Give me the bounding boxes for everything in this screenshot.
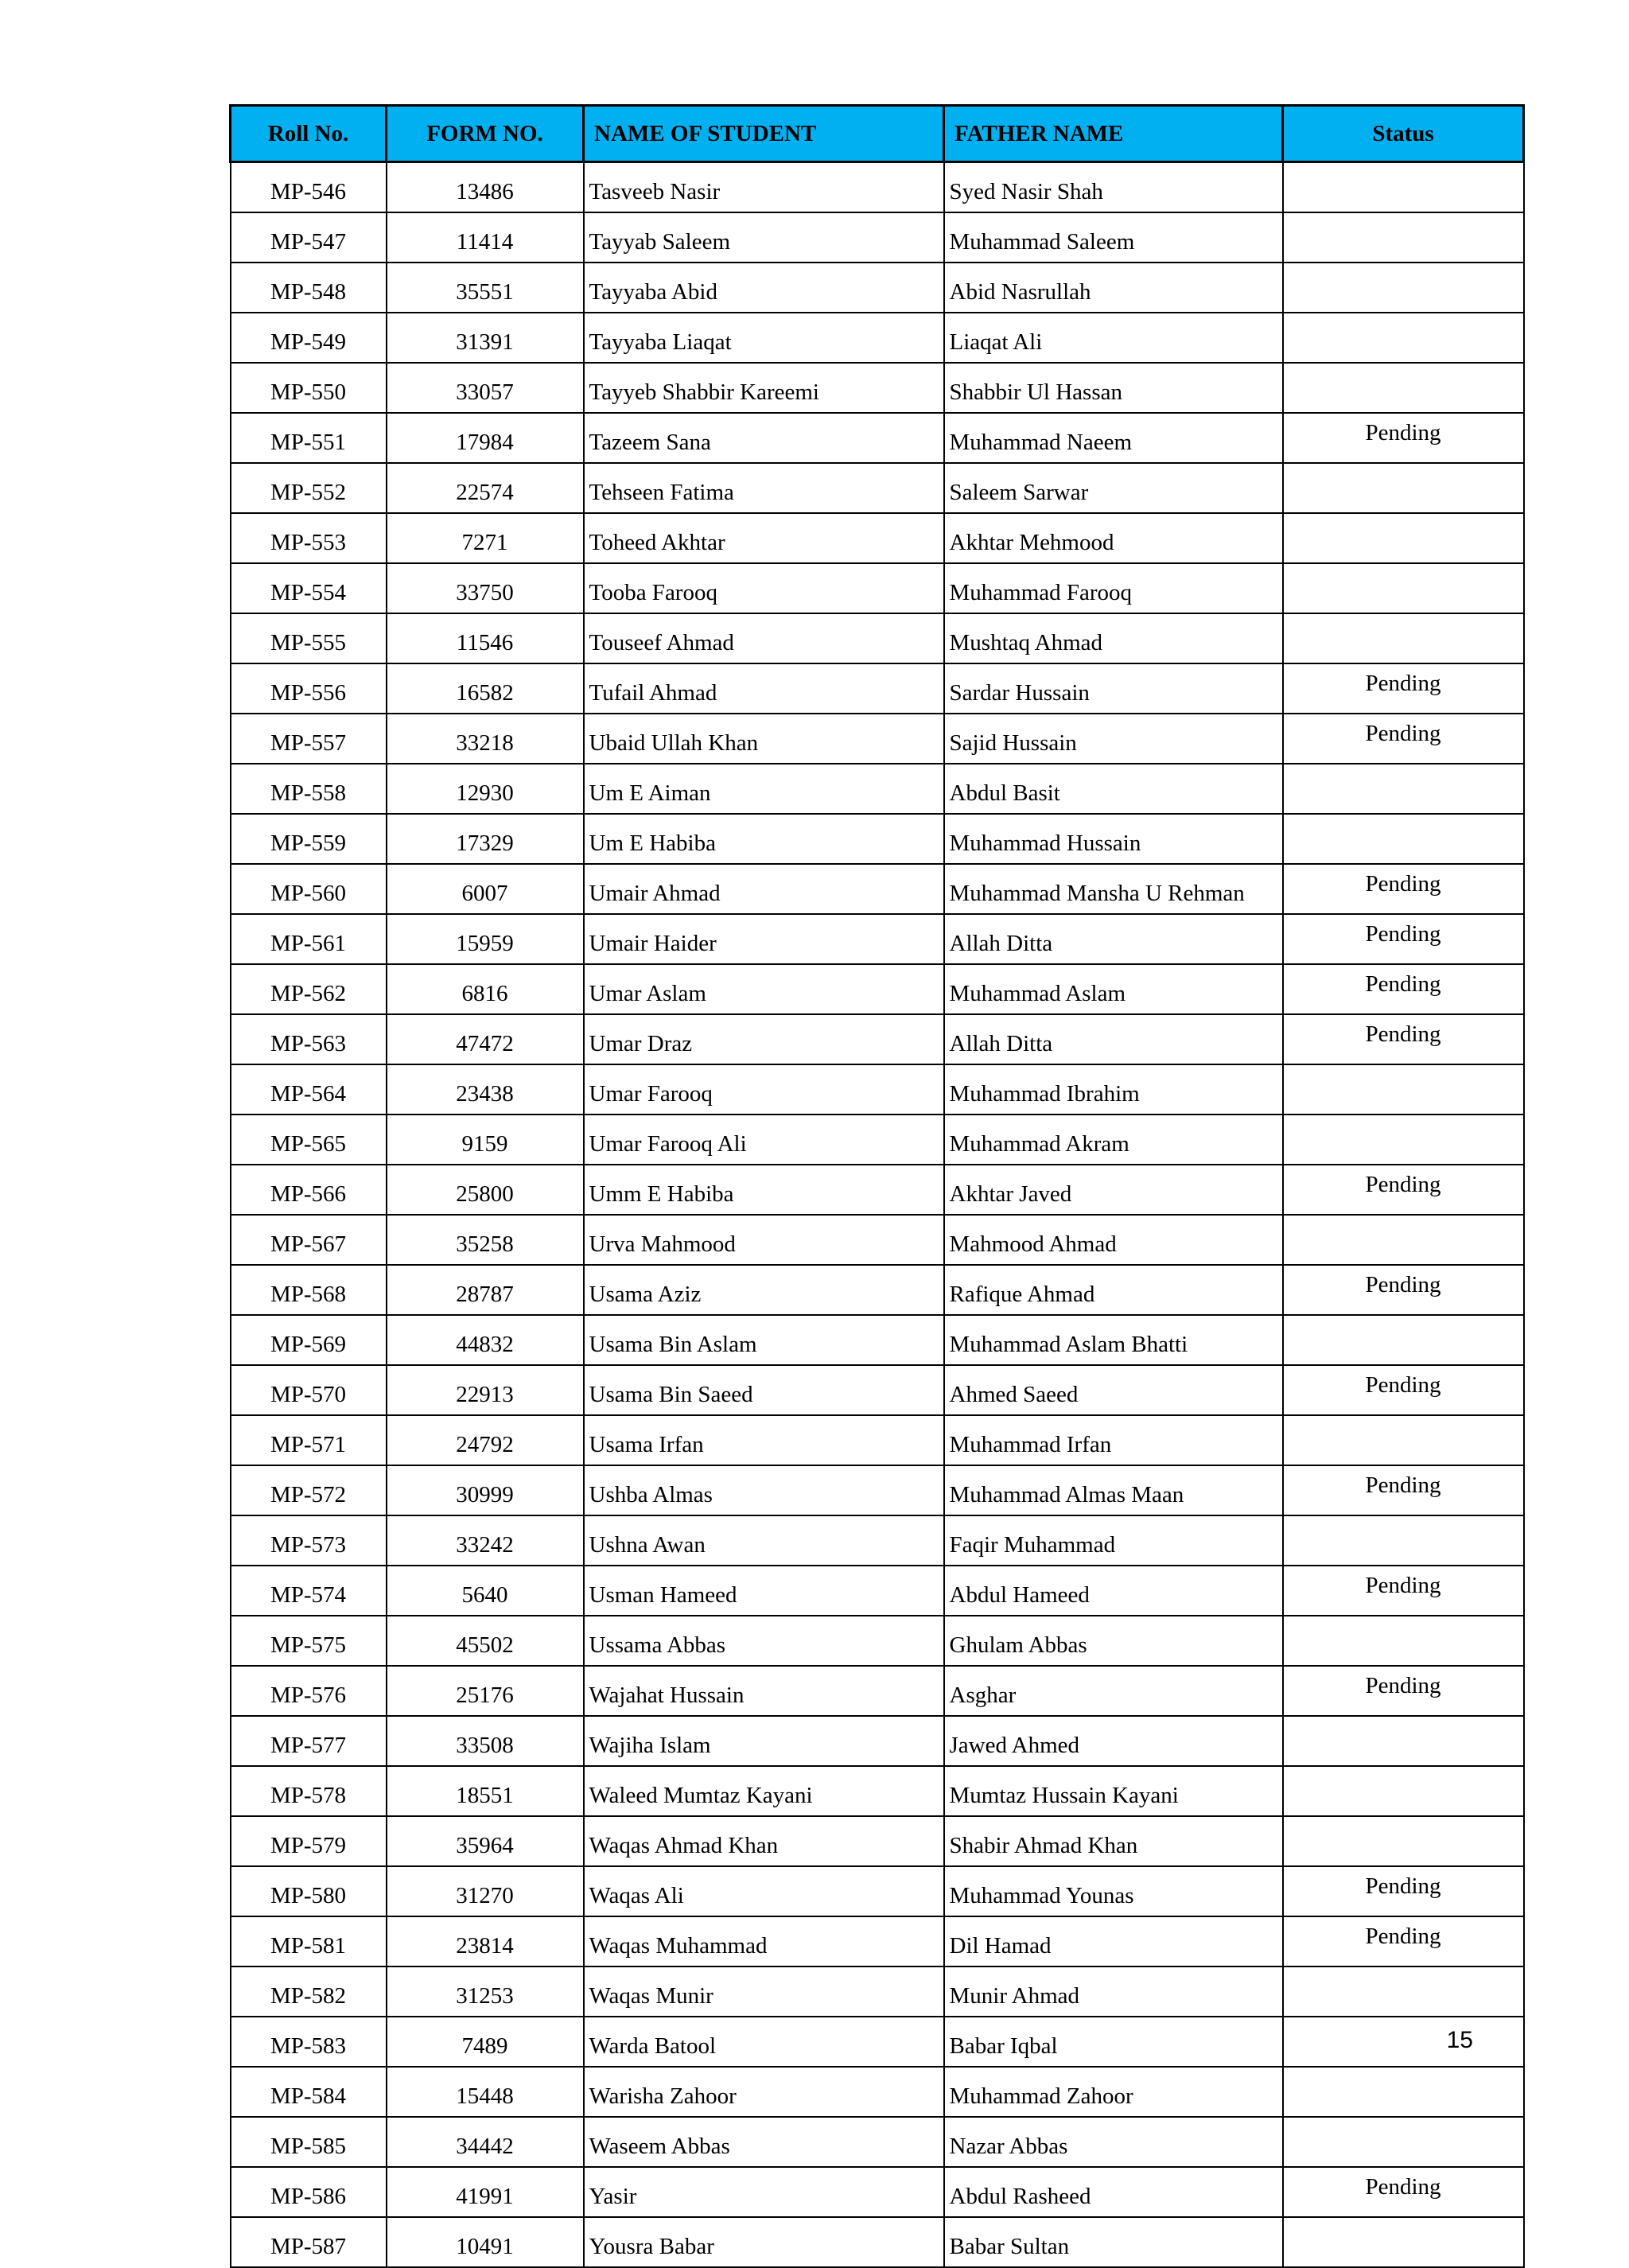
cell-father-name: Akhtar Mehmood [944, 513, 1283, 563]
cell-father-name: Asghar [944, 1666, 1283, 1716]
cell-roll-no: MP-568 [231, 1265, 387, 1315]
cell-father-name: Liaqat Ali [944, 313, 1283, 363]
cell-roll-no: MP-566 [231, 1165, 387, 1215]
cell-status: Pending [1283, 714, 1524, 764]
cell-form-no: 6007 [387, 864, 584, 914]
cell-form-no: 33750 [387, 563, 584, 613]
table-row [231, 413, 1524, 463]
cell-student-name: Umar Farooq Ali [584, 1115, 944, 1165]
table-row [231, 1215, 1524, 1265]
cell-form-no: 33242 [387, 1515, 584, 1566]
cell-father-name: Shabir Ahmad Khan [944, 1816, 1283, 1866]
cell-roll-no: MP-549 [231, 313, 387, 363]
cell-father-name: Shabbir Ul Hassan [944, 363, 1283, 413]
cell-father-name: Muhammad Aslam Bhatti [944, 1315, 1283, 1365]
cell-student-name: Waqas Muhammad [584, 1916, 944, 1967]
cell-student-name: Waqas Munir [584, 1967, 944, 2017]
table-row [231, 1165, 1524, 1215]
cell-father-name: Allah Ditta [944, 914, 1283, 964]
page-number: 15 [1446, 2027, 1473, 2053]
header-father-name: FATHER NAME [944, 106, 1283, 162]
cell-student-name: Ushna Awan [584, 1515, 944, 1566]
cell-student-name: Touseef Ahmad [584, 613, 944, 663]
cell-father-name: Ghulam Abbas [944, 1616, 1283, 1666]
cell-form-no: 28787 [387, 1265, 584, 1315]
cell-father-name: Faqir Muhammad [944, 1515, 1283, 1566]
cell-roll-no: MP-582 [231, 1967, 387, 2017]
table-row [231, 964, 1524, 1014]
cell-status: Pending [1283, 413, 1524, 463]
cell-student-name: Ushba Almas [584, 1465, 944, 1515]
table-row [231, 1515, 1524, 1566]
cell-roll-no: MP-583 [231, 2017, 387, 2067]
cell-student-name: Usman Hameed [584, 1566, 944, 1616]
cell-status: Pending [1283, 964, 1524, 1014]
cell-status: Pending [1283, 1265, 1524, 1315]
cell-form-no: 17329 [387, 814, 584, 864]
cell-form-no: 31253 [387, 1967, 584, 2017]
cell-father-name: Mushtaq Ahmad [944, 613, 1283, 663]
cell-form-no: 15448 [387, 2067, 584, 2117]
table-row [231, 513, 1524, 563]
cell-roll-no: MP-572 [231, 1465, 387, 1515]
cell-student-name: Umm E Habiba [584, 1165, 944, 1215]
cell-status [1283, 162, 1524, 213]
table-row [231, 1666, 1524, 1716]
table-row [231, 1064, 1524, 1115]
cell-student-name: Usama Irfan [584, 1415, 944, 1465]
cell-student-name: Tehseen Fatima [584, 463, 944, 513]
cell-student-name: Waleed Mumtaz Kayani [584, 1766, 944, 1816]
table-row [231, 663, 1524, 714]
cell-student-name: Umair Haider [584, 914, 944, 964]
cell-student-name: Ussama Abbas [584, 1616, 944, 1666]
cell-roll-no: MP-574 [231, 1566, 387, 1616]
cell-roll-no: MP-575 [231, 1616, 387, 1666]
cell-father-name: Ahmed Saeed [944, 1365, 1283, 1415]
cell-status: Pending [1283, 1566, 1524, 1616]
table-row [231, 1566, 1524, 1616]
table-header [231, 106, 1524, 162]
cell-form-no: 30999 [387, 1465, 584, 1515]
cell-form-no: 22574 [387, 463, 584, 513]
cell-status [1283, 513, 1524, 563]
cell-status: Pending [1283, 864, 1524, 914]
cell-roll-no: MP-563 [231, 1014, 387, 1064]
table-row [231, 1766, 1524, 1816]
cell-student-name: Umair Ahmad [584, 864, 944, 914]
table-row [231, 2017, 1524, 2067]
cell-father-name: Muhammad Zahoor [944, 2067, 1283, 2117]
cell-roll-no: MP-552 [231, 463, 387, 513]
cell-status [1283, 1716, 1524, 1766]
cell-status: Pending [1283, 2167, 1524, 2217]
table-row [231, 1866, 1524, 1916]
cell-father-name: Abdul Hameed [944, 1566, 1283, 1616]
table-row [231, 714, 1524, 764]
table-row [231, 1265, 1524, 1315]
cell-student-name: Warisha Zahoor [584, 2067, 944, 2117]
cell-status [1283, 1515, 1524, 1566]
cell-roll-no: MP-546 [231, 162, 387, 213]
table-row [231, 2117, 1524, 2167]
cell-form-no: 11546 [387, 613, 584, 663]
cell-father-name: Akhtar Javed [944, 1165, 1283, 1215]
cell-form-no: 23814 [387, 1916, 584, 1967]
cell-form-no: 31270 [387, 1866, 584, 1916]
cell-student-name: Um E Aiman [584, 764, 944, 814]
cell-student-name: Tayyaba Liaqat [584, 313, 944, 363]
student-roster-table [229, 104, 1525, 2268]
cell-status: Pending [1283, 1365, 1524, 1415]
cell-status [1283, 2117, 1524, 2167]
table-row [231, 764, 1524, 814]
cell-status [1283, 263, 1524, 313]
cell-form-no: 22913 [387, 1365, 584, 1415]
cell-status [1283, 463, 1524, 513]
cell-father-name: Mumtaz Hussain Kayani [944, 1766, 1283, 1816]
cell-roll-no: MP-551 [231, 413, 387, 463]
cell-student-name: Um E Habiba [584, 814, 944, 864]
cell-status [1283, 1766, 1524, 1816]
table-row [231, 1465, 1524, 1515]
cell-roll-no: MP-560 [231, 864, 387, 914]
cell-roll-no: MP-587 [231, 2217, 387, 2267]
cell-student-name: Wajahat Hussain [584, 1666, 944, 1716]
cell-roll-no: MP-581 [231, 1916, 387, 1967]
cell-status [1283, 2067, 1524, 2117]
cell-father-name: Muhammad Ibrahim [944, 1064, 1283, 1115]
cell-roll-no: MP-555 [231, 613, 387, 663]
cell-status [1283, 363, 1524, 413]
cell-roll-no: MP-573 [231, 1515, 387, 1566]
cell-father-name: Muhammad Irfan [944, 1415, 1283, 1465]
cell-status: Pending [1283, 1866, 1524, 1916]
cell-form-no: 13486 [387, 162, 584, 213]
table-row [231, 162, 1524, 213]
cell-father-name: Sardar Hussain [944, 663, 1283, 714]
cell-father-name: Muhammad Mansha U Rehman [944, 864, 1283, 914]
cell-roll-no: MP-553 [231, 513, 387, 563]
cell-form-no: 44832 [387, 1315, 584, 1365]
cell-status [1283, 212, 1524, 263]
cell-father-name: Dil Hamad [944, 1916, 1283, 1967]
cell-status: Pending [1283, 1916, 1524, 1967]
cell-form-no: 10491 [387, 2217, 584, 2267]
table-row [231, 864, 1524, 914]
cell-roll-no: MP-558 [231, 764, 387, 814]
cell-status [1283, 764, 1524, 814]
cell-status: Pending [1283, 1165, 1524, 1215]
header-status: Status [1283, 106, 1524, 162]
cell-student-name: Tasveeb Nasir [584, 162, 944, 213]
table-row [231, 1816, 1524, 1866]
cell-status [1283, 563, 1524, 613]
cell-father-name: Abdul Basit [944, 764, 1283, 814]
cell-student-name: Tayyaba Abid [584, 263, 944, 313]
table-row [231, 563, 1524, 613]
cell-student-name: Wajiha Islam [584, 1716, 944, 1766]
cell-roll-no: MP-548 [231, 263, 387, 313]
cell-form-no: 7271 [387, 513, 584, 563]
table-row [231, 1616, 1524, 1666]
cell-student-name: Ubaid Ullah Khan [584, 714, 944, 764]
table-row [231, 814, 1524, 864]
cell-father-name: Muhammad Naeem [944, 413, 1283, 463]
cell-form-no: 25800 [387, 1165, 584, 1215]
cell-father-name: Muhammad Farooq [944, 563, 1283, 613]
cell-roll-no: MP-578 [231, 1766, 387, 1816]
cell-roll-no: MP-580 [231, 1866, 387, 1916]
cell-roll-no: MP-571 [231, 1415, 387, 1465]
cell-father-name: Muhammad Hussain [944, 814, 1283, 864]
cell-status [1283, 2217, 1524, 2267]
cell-form-no: 41991 [387, 2167, 584, 2217]
table-row [231, 1115, 1524, 1165]
cell-form-no: 23438 [387, 1064, 584, 1115]
cell-student-name: Warda Batool [584, 2017, 944, 2067]
cell-status [1283, 313, 1524, 363]
cell-status [1283, 1064, 1524, 1115]
cell-status [1283, 613, 1524, 663]
cell-form-no: 33057 [387, 363, 584, 413]
table-body [231, 162, 1524, 2268]
cell-status [1283, 1415, 1524, 1465]
cell-father-name: Abid Nasrullah [944, 263, 1283, 313]
cell-roll-no: MP-564 [231, 1064, 387, 1115]
cell-form-no: 12930 [387, 764, 584, 814]
cell-status [1283, 1215, 1524, 1265]
header-student-name: NAME OF STUDENT [584, 106, 944, 162]
cell-father-name: Muhammad Akram [944, 1115, 1283, 1165]
cell-student-name: Waqas Ali [584, 1866, 944, 1916]
cell-roll-no: MP-585 [231, 2117, 387, 2167]
cell-form-no: 17984 [387, 413, 584, 463]
cell-roll-no: MP-547 [231, 212, 387, 263]
header-roll-no: Roll No. [231, 106, 387, 162]
cell-father-name: Muhammad Almas Maan [944, 1465, 1283, 1515]
header-form-no: FORM NO. [387, 106, 584, 162]
cell-roll-no: MP-561 [231, 914, 387, 964]
cell-father-name: Muhammad Aslam [944, 964, 1283, 1014]
cell-father-name: Munir Ahmad [944, 1967, 1283, 2017]
cell-form-no: 25176 [387, 1666, 584, 1716]
cell-status [1283, 1967, 1524, 2017]
cell-status [1283, 1115, 1524, 1165]
cell-form-no: 24792 [387, 1415, 584, 1465]
cell-student-name: Umar Farooq [584, 1064, 944, 1115]
cell-form-no: 45502 [387, 1616, 584, 1666]
cell-roll-no: MP-556 [231, 663, 387, 714]
cell-father-name: Sajid Hussain [944, 714, 1283, 764]
cell-form-no: 6816 [387, 964, 584, 1014]
table-row [231, 1716, 1524, 1766]
table-row [231, 1365, 1524, 1415]
table-row [231, 1916, 1524, 1967]
cell-roll-no: MP-554 [231, 563, 387, 613]
cell-roll-no: MP-570 [231, 1365, 387, 1415]
cell-status [1283, 1315, 1524, 1365]
cell-status: Pending [1283, 914, 1524, 964]
cell-roll-no: MP-562 [231, 964, 387, 1014]
cell-student-name: Usama Bin Saeed [584, 1365, 944, 1415]
table-row [231, 1315, 1524, 1365]
table-row [231, 2217, 1524, 2267]
cell-student-name: Yasir [584, 2167, 944, 2217]
cell-student-name: Umar Aslam [584, 964, 944, 1014]
cell-form-no: 33218 [387, 714, 584, 764]
cell-father-name: Abdul Rasheed [944, 2167, 1283, 2217]
cell-status: Pending [1283, 1465, 1524, 1515]
header-row [231, 106, 1524, 162]
cell-father-name: Jawed Ahmed [944, 1716, 1283, 1766]
cell-father-name: Nazar Abbas [944, 2117, 1283, 2167]
cell-form-no: 35551 [387, 263, 584, 313]
cell-roll-no: MP-565 [231, 1115, 387, 1165]
cell-father-name: Babar Iqbal [944, 2017, 1283, 2067]
cell-status [1283, 2017, 1524, 2067]
cell-roll-no: MP-567 [231, 1215, 387, 1265]
cell-father-name: Babar Sultan [944, 2217, 1283, 2267]
cell-student-name: Waseem Abbas [584, 2117, 944, 2167]
cell-student-name: Yousra Babar [584, 2217, 944, 2267]
cell-student-name: Urva Mahmood [584, 1215, 944, 1265]
cell-roll-no: MP-577 [231, 1716, 387, 1766]
cell-student-name: Tayyab Saleem [584, 212, 944, 263]
table-row [231, 363, 1524, 413]
cell-student-name: Toheed Akhtar [584, 513, 944, 563]
cell-roll-no: MP-550 [231, 363, 387, 413]
cell-roll-no: MP-586 [231, 2167, 387, 2217]
cell-student-name: Usama Aziz [584, 1265, 944, 1315]
cell-form-no: 33508 [387, 1716, 584, 1766]
cell-status [1283, 814, 1524, 864]
cell-father-name: Muhammad Younas [944, 1866, 1283, 1916]
table-row [231, 212, 1524, 263]
cell-student-name: Tufail Ahmad [584, 663, 944, 714]
cell-form-no: 47472 [387, 1014, 584, 1064]
table-row [231, 263, 1524, 313]
cell-student-name: Umar Draz [584, 1014, 944, 1064]
cell-student-name: Usama Bin Aslam [584, 1315, 944, 1365]
cell-father-name: Allah Ditta [944, 1014, 1283, 1064]
cell-father-name: Rafique Ahmad [944, 1265, 1283, 1315]
table-row [231, 613, 1524, 663]
cell-father-name: Muhammad Saleem [944, 212, 1283, 263]
cell-student-name: Tazeem Sana [584, 413, 944, 463]
cell-roll-no: MP-559 [231, 814, 387, 864]
cell-status: Pending [1283, 1666, 1524, 1716]
cell-form-no: 35964 [387, 1816, 584, 1866]
cell-form-no: 11414 [387, 212, 584, 263]
cell-roll-no: MP-576 [231, 1666, 387, 1716]
cell-father-name: Mahmood Ahmad [944, 1215, 1283, 1265]
cell-roll-no: MP-557 [231, 714, 387, 764]
cell-roll-no: MP-584 [231, 2067, 387, 2117]
cell-student-name: Tayyeb Shabbir Kareemi [584, 363, 944, 413]
cell-form-no: 31391 [387, 313, 584, 363]
cell-status [1283, 1616, 1524, 1666]
cell-father-name: Saleem Sarwar [944, 463, 1283, 513]
table-row [231, 313, 1524, 363]
cell-form-no: 5640 [387, 1566, 584, 1616]
cell-roll-no: MP-569 [231, 1315, 387, 1365]
cell-student-name: Tooba Farooq [584, 563, 944, 613]
cell-form-no: 9159 [387, 1115, 584, 1165]
cell-status: Pending [1283, 1014, 1524, 1064]
cell-form-no: 15959 [387, 914, 584, 964]
cell-form-no: 16582 [387, 663, 584, 714]
table-row [231, 914, 1524, 964]
cell-roll-no: MP-579 [231, 1816, 387, 1866]
cell-father-name: Syed Nasir Shah [944, 162, 1283, 213]
table-row [231, 2067, 1524, 2117]
cell-form-no: 7489 [387, 2017, 584, 2067]
table-row [231, 1014, 1524, 1064]
cell-form-no: 34442 [387, 2117, 584, 2167]
table-row [231, 1415, 1524, 1465]
table-row [231, 463, 1524, 513]
table-row [231, 1967, 1524, 2017]
cell-student-name: Waqas Ahmad Khan [584, 1816, 944, 1866]
table-row [231, 2167, 1524, 2217]
cell-status: Pending [1283, 663, 1524, 714]
cell-status [1283, 1816, 1524, 1866]
cell-form-no: 18551 [387, 1766, 584, 1816]
cell-form-no: 35258 [387, 1215, 584, 1265]
